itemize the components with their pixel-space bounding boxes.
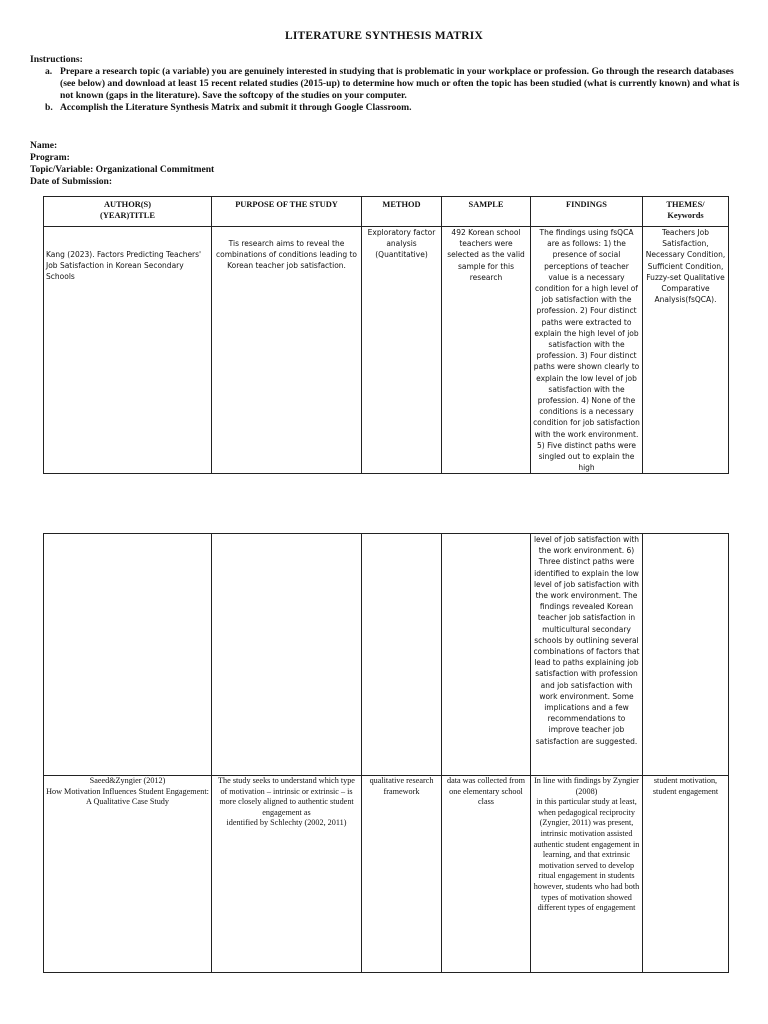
synthesis-table-page2 <box>43 533 729 973</box>
instruction-item-a <box>45 66 742 102</box>
instruction-item-b <box>45 102 742 114</box>
cell-themes: student motivation, student engagement <box>643 776 729 973</box>
cell-sample: 492 Korean school teachers were selected as the valid sample for this research <box>442 227 531 474</box>
header-sample: SAMPLE <box>442 197 531 227</box>
cell-purpose: The study seeks to understand which type of motivation – intrinsic or extrinsic – is more closely aligned to authentic student engagement as identified by Schlechty (2002, 2011) <box>212 776 362 973</box>
header-themes: THEMES/ Keywords <box>643 197 729 227</box>
header-author: AUTHOR(S) (YEAR)TITLE <box>44 197 212 227</box>
program-field-label: Program: <box>30 152 70 163</box>
date-field-label: Date of Submission: <box>30 176 113 187</box>
header-method: METHOD <box>362 197 442 227</box>
cell-method: qualitative research framework <box>362 776 442 973</box>
instruction-text: Prepare a research topic (a variable) you are genuinely interested in studying that is problematic in your workplace or profession. Go through the research databases (see below) and download at least 15 recent related studies (2015-up) to determine how much or often the topic has been studied (what is currently known) and what is not known (gaps in the literature). Save the softcopy of the studies on your computer. <box>60 66 740 101</box>
instructions <box>30 54 742 114</box>
cell-findings: In line with findings by Zyngier (2008) in this particular study at least, when pedagogical reciprocity (Zyngier, 2011) was present, intrinsic motivation assisted authentic student engagement in learning, and that extrinsic motivation served to develop ritual engagement in students however, students who had both types of motivation showed different types of engagement <box>531 776 643 973</box>
table-row <box>44 776 729 973</box>
cell-themes: Teachers Job Satisfaction, Necessary Condition, Sufficient Condition, Fuzzy-set Qualitative Comparative Analysis(fsQCA). <box>643 227 729 474</box>
instruction-label: b. <box>45 102 53 113</box>
cell-themes-empty <box>643 534 729 776</box>
header-findings: FINDINGS <box>531 197 643 227</box>
topic-field: Topic/Variable: Organizational Commitment <box>30 164 215 175</box>
cell-author-empty <box>44 534 212 776</box>
cell-purpose-empty <box>212 534 362 776</box>
cell-author: Kang (2023). Factors Predicting Teachers' Job Satisfaction in Korean Secondary Schools <box>44 227 212 474</box>
header-purpose: PURPOSE OF THE STUDY <box>212 197 362 227</box>
cell-findings-continued: level of job satisfaction with the work environment. 6) Three distinct paths were identified to explain the low level of job satisfaction with the work environment. The findings revealed Korean teacher job satisfaction in multicultural secondary schools by outlining several combinations of factors that lead to paths explaining job satisfaction with profession and job satisfaction with work environment. Some implications and a few recommendations to improve teacher job satisfaction are suggested. <box>531 534 643 776</box>
cell-findings: The findings using fsQCA are as follows: 1) the presence of social perceptions of teacher value is a necessary condition for a high level of job satisfaction with the profession. 2) Four distinct paths were extracted to explain the high level of job satisfaction with the profession. 3) Four distinct paths were shown clearly to explain the low level of job satisfaction with the profession. 4) None of the conditions is a necessary condition for job satisfaction with the work environment. 5) Five distinct paths were singled out to explain the high <box>531 227 643 474</box>
submission-meta <box>30 140 214 188</box>
name-field-label: Name: <box>30 140 58 151</box>
table-row <box>44 227 729 474</box>
cell-sample: data was collected from one elementary school class <box>442 776 531 973</box>
cell-sample-empty <box>442 534 531 776</box>
table-header-row <box>44 197 729 227</box>
instructions-heading: Instructions: <box>30 54 83 65</box>
instruction-text: Accomplish the Literature Synthesis Matrix and submit it through Google Classroom. <box>60 102 412 113</box>
cell-method-empty <box>362 534 442 776</box>
instructions-list <box>30 66 742 114</box>
document-title: LITERATURE SYNTHESIS MATRIX <box>285 30 483 42</box>
cell-purpose: Tis research aims to reveal the combinations of conditions leading to Korean teacher job satisfaction. <box>212 227 362 474</box>
table-row <box>44 534 729 776</box>
cell-method: Exploratory factor analysis (Quantitative) <box>362 227 442 474</box>
instruction-label: a. <box>45 66 53 77</box>
synthesis-table-page1 <box>43 196 729 474</box>
cell-author: Saeed&Zyngier (2012) How Motivation Influences Student Engagement: A Qualitative Case Study <box>44 776 212 973</box>
